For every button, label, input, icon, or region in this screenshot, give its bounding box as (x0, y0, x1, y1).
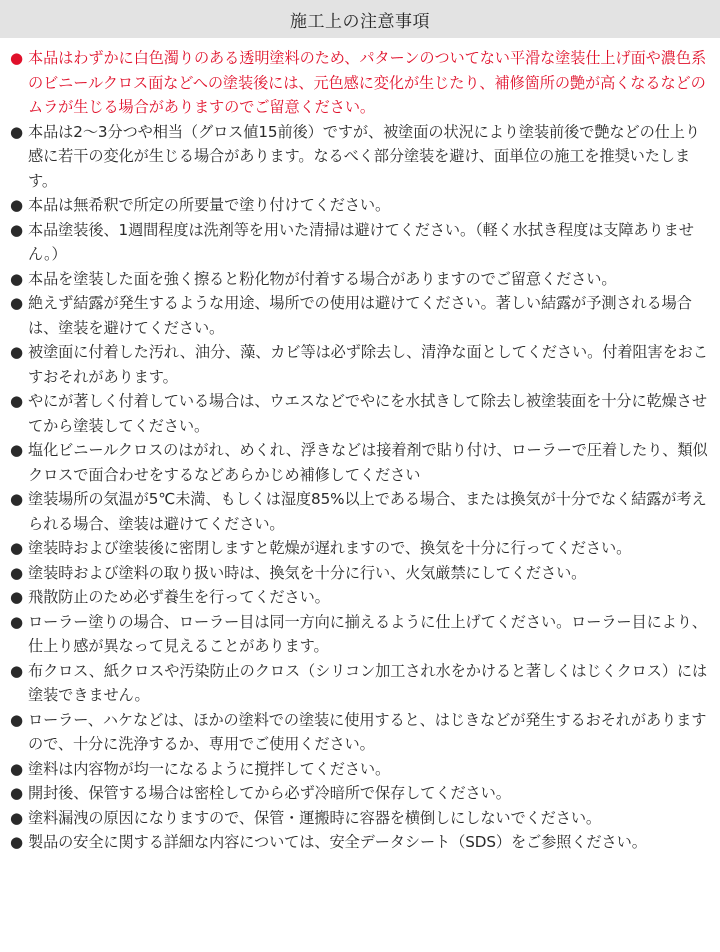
bullet-icon: ● (10, 563, 23, 582)
caution-item: ● ローラー、ハケなどは、ほかの塗料での塗装に使用すると、はじきなどが発生するおそれがありますので、十分に洗浄するか、専用でご使用ください。 (10, 708, 712, 757)
bullet-icon: ● (10, 196, 23, 214)
caution-item: ● ローラー塗りの場合、ローラー目は同一方向に揃えるように仕上げてください。ローラー目により、仕上り感が異なって見えることがあります。 (10, 610, 712, 659)
bullet-icon: ● (10, 490, 23, 508)
bullet-icon: ● (10, 343, 23, 361)
bullet-icon: ● (10, 588, 23, 606)
caution-item: ● 塗料は内容物が均一になるように撹拌してください。 (10, 757, 712, 782)
bullet-icon: ● (10, 441, 23, 459)
section-title: 施工上の注意事項 (290, 11, 430, 32)
caution-item: ● 塗装時および塗料の取り扱い時は、換気を十分に行い、火気厳禁にしてください。 (10, 561, 712, 586)
caution-item: ● 塗装時および塗装後に密閉しますと乾燥が遅れますので、換気を十分に行ってください。 (10, 536, 712, 561)
bullet-icon: ● (10, 661, 23, 680)
bullet-icon: ● (10, 784, 23, 802)
bullet-icon: ● (10, 49, 23, 67)
caution-item: ● 飛散防止のため必ず養生を行ってください。 (10, 585, 712, 610)
bullet-icon: ● (10, 612, 23, 631)
bullet-icon: ● (10, 122, 23, 141)
bullet-icon: ● (10, 808, 23, 827)
bullet-icon: ● (10, 269, 23, 288)
caution-item: ● 開封後、保管する場合は密栓してから必ず冷暗所で保存してください。 (10, 781, 712, 806)
caution-item: ● 本品は無希釈で所定の所要量で塗り付けてください。 (10, 193, 712, 218)
caution-item: ● 製品の安全に関する詳細な内容については、安全データシート（SDS）をご参照ください。 (10, 830, 712, 855)
caution-item: ● 本品塗装後、1週間程度は洗剤等を用いた清掃は避けてください。（軽く水拭き程度は支障ありません。） (10, 218, 712, 267)
caution-item: ● 塩化ビニールクロスのはがれ、めくれ、浮きなどは接着剤で貼り付け、ローラーで圧着したり、類似クロスで面合わせをするなどあらかじめ補修してください (10, 438, 712, 487)
bullet-icon: ● (10, 710, 23, 729)
caution-item: ● 本品を塗装した面を強く擦ると粉化物が付着する場合がありますのでご留意ください。 (10, 267, 712, 292)
caution-item: ● 絶えず結露が発生するような用途、場所での使用は避けてください。著しい結露が予測される場合は、塗装を避けてください。 (10, 291, 712, 340)
caution-item: ● 塗装場所の気温が5℃未満、もしくは湿度85%以上である場合、または換気が十分でなく結露が考えられる場合、塗装は避けてください。 (10, 487, 712, 536)
caution-item: ● やにが著しく付着している場合は、ウエスなどでやにを水拭きして除去し被塗装面を十分に乾燥させてから塗装してください。 (10, 389, 712, 438)
section-header (0, 0, 720, 38)
caution-item: ● 塗料漏洩の原因になりますので、保管・運搬時に容器を横倒しにしないでください。 (10, 806, 712, 831)
bullet-icon: ● (10, 759, 23, 778)
bullet-icon: ● (10, 220, 23, 239)
caution-list (0, 38, 720, 855)
caution-item: ● 本品は2～3分つや相当（グロス値15前後）ですが、被塗面の状況により塗装前後で艶などの仕上り感に若干の変化が生じる場合があります。なるべく部分塗装を避け、面単位の施工を推奨いたします。 (10, 120, 712, 194)
caution-item: ● 布クロス、紙クロスや汚染防止のクロス（シリコン加工され水をかけると著しくはじくクロス）には塗装できません。 (10, 659, 712, 708)
bullet-icon: ● (10, 392, 23, 410)
bullet-icon: ● (10, 539, 23, 557)
caution-item: ● 被塗面に付着した汚れ、油分、藻、カビ等は必ず除去し、清浄な面としてください。付着阻害をおこすおそれがあります。 (10, 340, 712, 389)
bullet-icon: ● (10, 294, 23, 312)
bullet-icon: ● (10, 833, 23, 851)
caution-item-warning: ● 本品はわずかに白色濁りのある透明塗料のため、パターンのついてない平滑な塗装仕上げ面や濃色系のビニールクロス面などへの塗装後には、元色感に変化が生じたり、補修箇所の艶が高くなるなどのムラが生じる場合がありますのでご留意ください。 (10, 46, 712, 120)
